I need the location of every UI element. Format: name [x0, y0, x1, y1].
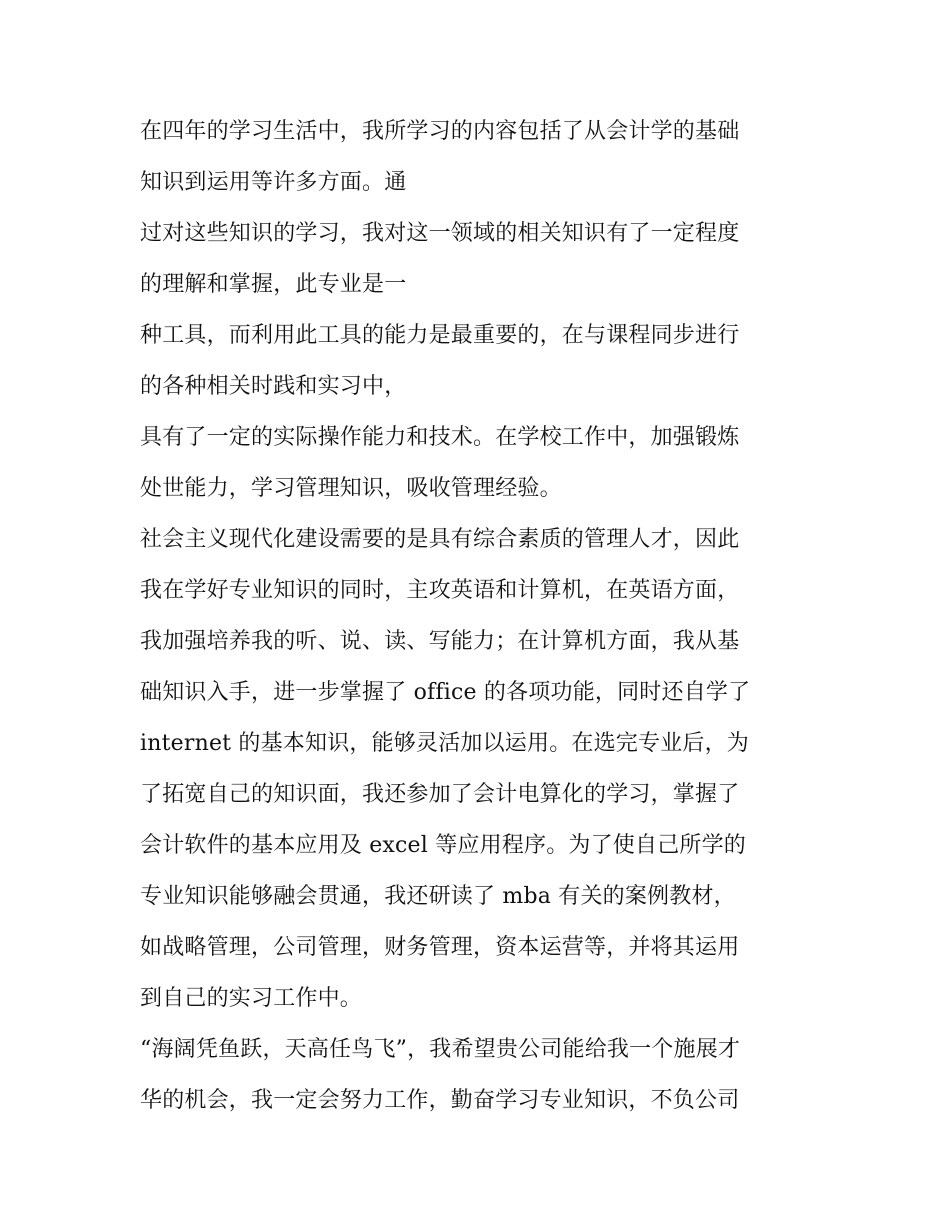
text-line: 过对这些知识的学习，我对这一领域的相关知识有了一定程度	[140, 221, 740, 246]
text-line: 社会主义现代化建设需要的是具有综合素质的管理人才，因此	[140, 527, 740, 552]
text-line: “海阔凭鱼跃，天高任鸟飞”，我希望贵公司能给我一个施展才	[140, 1037, 741, 1062]
text-line: 处世能力，学习管理知识，吸收管理经验。	[140, 476, 562, 501]
text-line: 会计软件的基本应用及 excel 等应用程序。为了使自己所学的	[140, 833, 746, 858]
text-line: 知识到运用等许多方面。通	[140, 170, 407, 195]
text-line: 的理解和掌握，此专业是一	[140, 272, 407, 297]
text-line: 专业知识能够融会贯通，我还研读了 mba 有关的案例教材，	[140, 884, 736, 909]
text-line: 我加强培养我的听、说、读、写能力；在计算机方面，我从基	[140, 629, 740, 654]
text-line: 华的机会，我一定会努力工作，勤奋学习专业知识，不负公司	[140, 1088, 740, 1113]
text-line: 我在学好专业知识的同时，主攻英语和计算机，在英语方面，	[140, 578, 740, 603]
text-line: 种工具，而利用此工具的能力是最重要的，在与课程同步进行	[140, 323, 740, 348]
text-line: internet 的基本知识，能够灵活加以运用。在选完专业后，为	[140, 731, 750, 756]
text-line: 如战略管理，公司管理，财务管理，资本运营等，并将其运用	[140, 935, 740, 960]
body-text	[140, 106, 820, 1126]
text-line: 在四年的学习生活中，我所学习的内容包括了从会计学的基础	[140, 119, 740, 144]
text-line: 础知识入手，进一步掌握了 office 的各项功能，同时还自学了	[140, 680, 751, 705]
text-line: 了拓宽自己的知识面，我还参加了会计电算化的学习，掌握了	[140, 782, 740, 807]
text-line: 到自己的实习工作中。	[140, 986, 363, 1011]
text-line: 的各种相关时践和实习中，	[140, 374, 407, 399]
text-line: 具有了一定的实际操作能力和技术。在学校工作中，加强锻炼	[140, 425, 740, 450]
